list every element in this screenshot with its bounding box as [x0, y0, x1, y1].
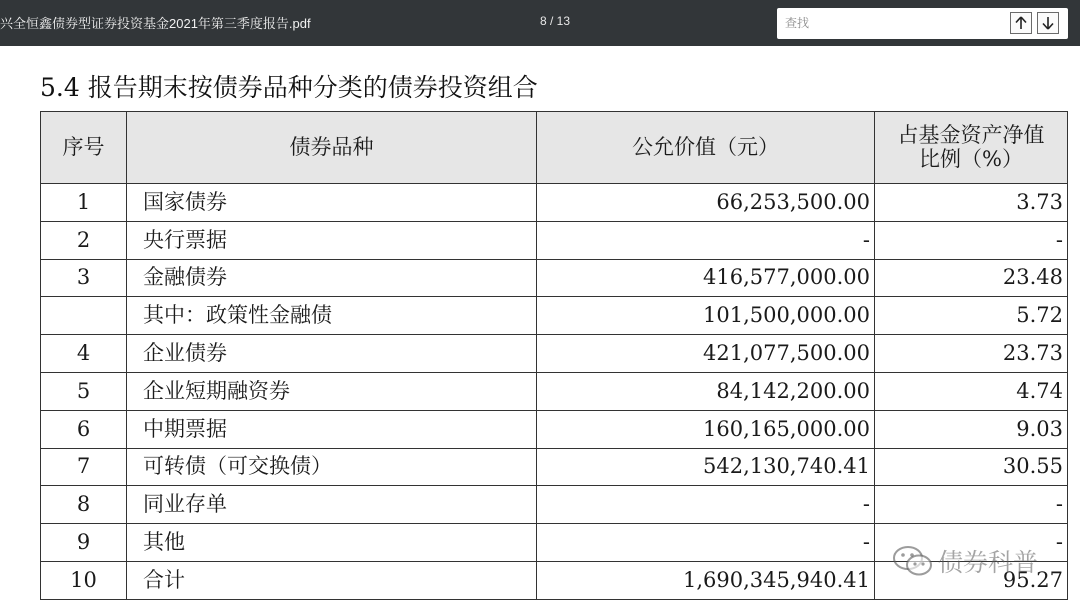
cell-ratio: 4.74: [875, 372, 1068, 410]
table-row: [41, 486, 1068, 524]
watermark-text: 债券科普: [938, 548, 1039, 577]
table-row: [41, 184, 1068, 222]
cell-ratio: 95.27: [875, 561, 1068, 599]
cell-seq: 9: [41, 524, 127, 562]
cell-fair-value: 1,690,345,940.41: [537, 561, 875, 599]
cell-ratio: 3.73: [875, 184, 1068, 222]
document-page: [0, 46, 1080, 610]
cell-seq: 7: [41, 448, 127, 486]
cell-category: 金融债券: [127, 259, 537, 297]
cell-seq: 8: [41, 486, 127, 524]
arrow-down-icon: [1042, 16, 1054, 30]
table-row: [41, 410, 1068, 448]
table-row: [41, 221, 1068, 259]
table-row: [41, 259, 1068, 297]
file-title: 兴全恒鑫债券型证券投资基金2021年第三季度报告.pdf: [0, 16, 311, 31]
cell-category: 合计: [127, 561, 537, 599]
table-row-total: [41, 561, 1068, 599]
cell-fair-value: -: [537, 524, 875, 562]
find-next-button[interactable]: [1037, 12, 1059, 34]
cell-fair-value: 101,500,000.00: [537, 297, 875, 335]
cell-ratio: -: [875, 221, 1068, 259]
cell-fair-value: 416,577,000.00: [537, 259, 875, 297]
header-fair-value: 公允价值（元）: [537, 112, 875, 184]
cell-fair-value: 66,253,500.00: [537, 184, 875, 222]
cell-category: 企业短期融资券: [127, 372, 537, 410]
cell-fair-value: 84,142,200.00: [537, 372, 875, 410]
cell-category: 央行票据: [127, 221, 537, 259]
bond-portfolio-table: [40, 111, 1068, 600]
find-input[interactable]: [783, 12, 1003, 34]
cell-seq: 5: [41, 372, 127, 410]
cell-seq: 2: [41, 221, 127, 259]
cell-category: 其中：政策性金融债: [127, 297, 537, 335]
table-header-row: [41, 112, 1068, 184]
table-row: [41, 335, 1068, 373]
cell-ratio: 5.72: [875, 297, 1068, 335]
cell-fair-value: 421,077,500.00: [537, 335, 875, 373]
cell-fair-value: 542,130,740.41: [537, 448, 875, 486]
table-row: [41, 372, 1068, 410]
cell-seq: 1: [41, 184, 127, 222]
find-bar: [777, 8, 1068, 39]
cell-ratio: 30.55: [875, 448, 1068, 486]
cell-ratio: -: [875, 524, 1068, 562]
section-heading: 5.4 报告期末按债券品种分类的债券投资组合: [40, 73, 538, 102]
cell-ratio: 23.48: [875, 259, 1068, 297]
cell-category: 中期票据: [127, 410, 537, 448]
cell-fair-value: 160,165,000.00: [537, 410, 875, 448]
cell-fair-value: -: [537, 221, 875, 259]
cell-seq: 3: [41, 259, 127, 297]
cell-fair-value: -: [537, 486, 875, 524]
header-ratio-line2: 比例（%）: [919, 146, 1023, 171]
cell-category: 同业存单: [127, 486, 537, 524]
header-ratio: [875, 112, 1068, 184]
arrow-up-icon: [1015, 16, 1027, 30]
header-seq: 序号: [41, 112, 127, 184]
cell-ratio: 23.73: [875, 335, 1068, 373]
cell-category: 企业债券: [127, 335, 537, 373]
cell-seq: 4: [41, 335, 127, 373]
table-row: [41, 297, 1068, 335]
cell-seq: 6: [41, 410, 127, 448]
find-previous-button[interactable]: [1010, 12, 1032, 34]
cell-ratio: -: [875, 486, 1068, 524]
pdf-toolbar: [0, 0, 1080, 46]
table-row: [41, 524, 1068, 562]
page-indicator: 8 / 13: [540, 14, 571, 28]
cell-category: 国家债券: [127, 184, 537, 222]
header-ratio-line1: 占基金资产净值: [897, 123, 1045, 148]
header-category: 债券品种: [127, 112, 537, 184]
cell-category: 其他: [127, 524, 537, 562]
table-row: [41, 448, 1068, 486]
cell-category: 可转债（可交换债）: [127, 448, 537, 486]
cell-ratio: 9.03: [875, 410, 1068, 448]
cell-seq: [41, 297, 127, 335]
cell-seq: 10: [41, 561, 127, 599]
